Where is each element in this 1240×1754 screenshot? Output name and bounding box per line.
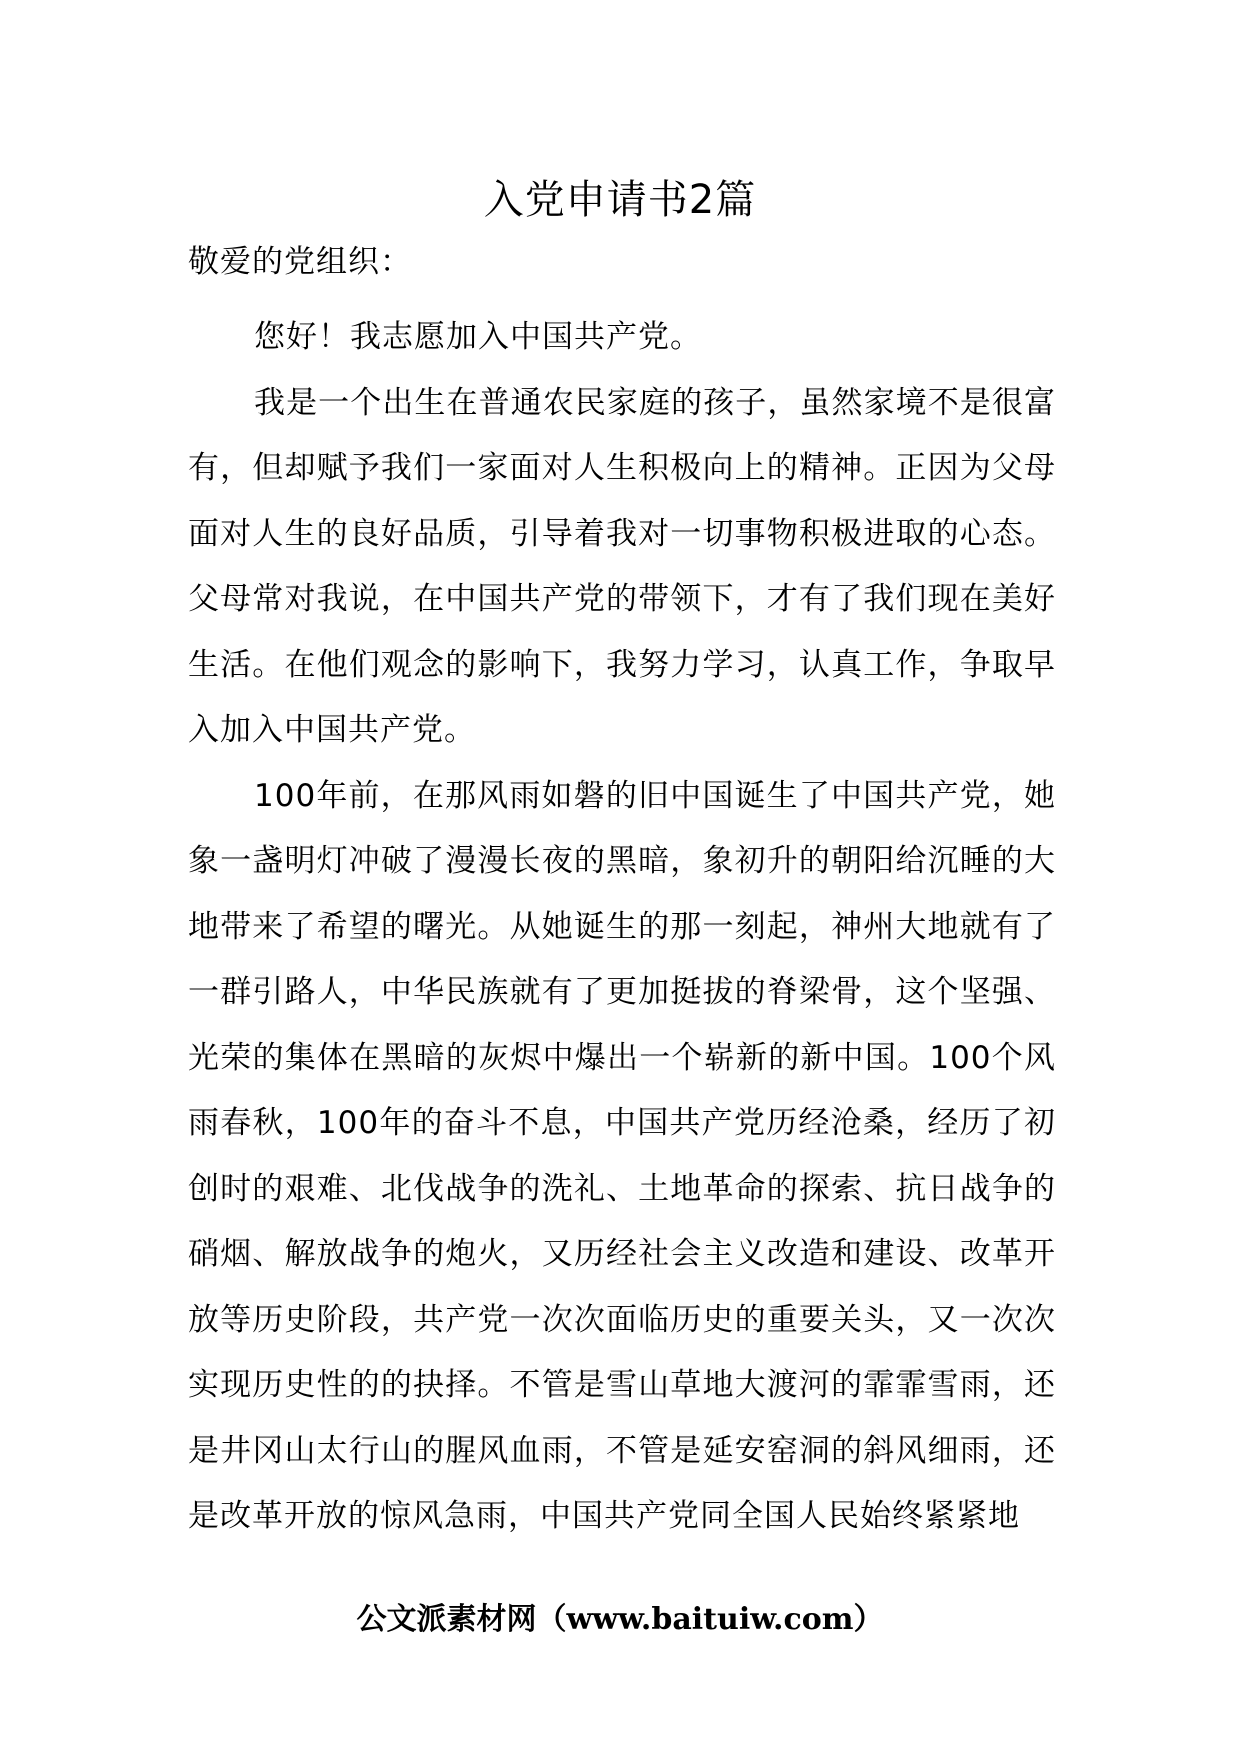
document-body	[188, 305, 1056, 1550]
paragraph-party-history: 100年前，在那风雨如磐的旧中国诞生了中国共产党，她象一盏明灯冲破了漫漫长夜的黑暗，象初升的朝阳给沉睡的大地带来了希望的曙光。从她诞生的那一刻起，神州大地就有了一群引路人，中华民族就有了更加挺拔的脊梁骨，这个坚强、光荣的集体在黑暗的灰烬中爆出一个崭新的新中国。100个风雨春秋，100年的奋斗不息，中国共产党历经沧桑，经历了初创时的艰难、北伐战争的洗礼、土地革命的探索、抗日战争的硝烟、解放战争的炮火，又历经社会主义改造和建设、改革开放等历史阶段，共产党一次次面临历史的重要关头，又一次次实现历史性的的抉择。不管是雪山草地大渡河的霏霏雪雨，还是井冈山太行山的腥风血雨，不管是延安窑洞的斜风细雨，还是改革开放的惊风急雨，中国共产党同全国人民始终紧紧地	[188, 777, 1056, 1534]
paragraph-family-background: 我是一个出生在普通农民家庭的孩子，虽然家境不是很富有，但却赋予我们一家面对人生积极向上的精神。正因为父母面对人生的良好品质，引导着我对一切事物积极进取的心态。父母常对我说，在中国共产党的带领下，才有了我们现在美好生活。在他们观念的影响下，我努力学习，认真工作，争取早入加入中国共产党。	[188, 384, 1056, 748]
document-title: 入党申请书2篇	[483, 177, 757, 223]
salutation: 敬爱的党组织：	[188, 244, 412, 280]
footer-source: 公文派素材网（www.baituiw.com）	[356, 1602, 884, 1637]
paragraph-greeting: 您好！我志愿加入中国共产党。	[254, 319, 702, 355]
